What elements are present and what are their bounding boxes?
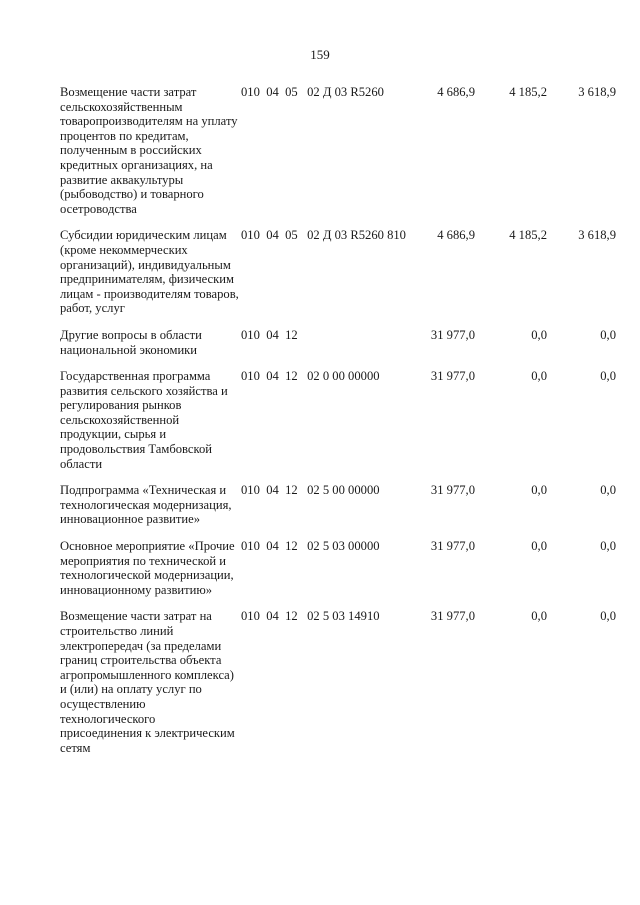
row-value-2: 4 185,2	[509, 228, 547, 243]
row-code: 010 04 05 02 Д 03 R5260	[241, 85, 384, 99]
row-value-2: 0,0	[531, 369, 547, 384]
row-code: 010 04 12 02 5 00 00000	[241, 483, 380, 498]
table-row	[0, 228, 640, 316]
row-name: Подпрограмма «Техническая и технологическая модернизация, инновационное развитие»	[60, 483, 232, 527]
row-code: 010 04 12 02 0 00 00000	[241, 369, 380, 384]
row-value-3: 0,0	[600, 369, 616, 384]
budget-table	[0, 85, 640, 767]
row-value-1: 4 686,9	[437, 85, 475, 99]
row-name: Другие вопросы в области национальной экономики	[60, 327, 202, 357]
row-value-1: 31 977,0	[430, 327, 475, 342]
row-name: Возмещение части затрат на строительство линий электропередач (за пределами границ строительства объекта агропромышленного комплекса) и (или) на оплату услуг по осуществлению технологического присоединения к электрическим сетям	[60, 609, 235, 755]
row-value-1: 31 977,0	[430, 609, 475, 624]
table-row	[0, 85, 640, 216]
row-name: Субсидии юридическим лицам (кроме некоммерческих организаций), индивидуальным предпринимателям, физическим лицам - производителям товаров, работ, услуг	[60, 228, 239, 316]
row-value-2: 0,0	[531, 327, 547, 342]
page-number: 159	[310, 47, 330, 62]
row-value-1: 31 977,0	[430, 539, 475, 554]
row-value-1: 31 977,0	[430, 483, 475, 498]
row-value-3: 0,0	[600, 609, 616, 624]
row-name: Возмещение части затрат сельскохозяйственным товаропроизводителям на уплату процентов по кредитам, полученным в российских кредитных организациях, на развитие аквакультуры (рыбоводство) и товарного осетроводства	[60, 85, 238, 216]
row-code: 010 04 12 02 5 03 00000	[241, 539, 380, 554]
table-row	[0, 328, 640, 357]
row-value-3: 0,0	[600, 539, 616, 554]
row-value-2: 0,0	[531, 539, 547, 554]
row-value-3: 0,0	[600, 483, 616, 498]
table-row	[0, 369, 640, 471]
row-value-2: 4 185,2	[509, 85, 547, 99]
row-value-3: 3 618,9	[578, 85, 616, 99]
row-value-2: 0,0	[531, 609, 547, 624]
row-value-2: 0,0	[531, 483, 547, 498]
table-row	[0, 609, 640, 755]
table-row	[0, 483, 640, 527]
row-name: Государственная программа развития сельского хозяйства и регулирования рынков сельскохозяйственной продукции, сырья и продовольствия Тамбовской области	[60, 369, 228, 471]
row-code: 010 04 12	[241, 327, 298, 342]
row-value-1: 31 977,0	[430, 369, 475, 384]
row-code: 010 04 05 02 Д 03 R5260 810	[241, 228, 406, 243]
row-name: Основное мероприятие «Прочие мероприятия по технической и технологической модернизации, инновационному развитию»	[60, 539, 235, 597]
row-value-3: 0,0	[600, 327, 616, 342]
row-value-3: 3 618,9	[578, 228, 616, 243]
row-value-1: 4 686,9	[437, 228, 475, 243]
row-code: 010 04 12 02 5 03 14910	[241, 609, 380, 624]
table-row	[0, 539, 640, 597]
